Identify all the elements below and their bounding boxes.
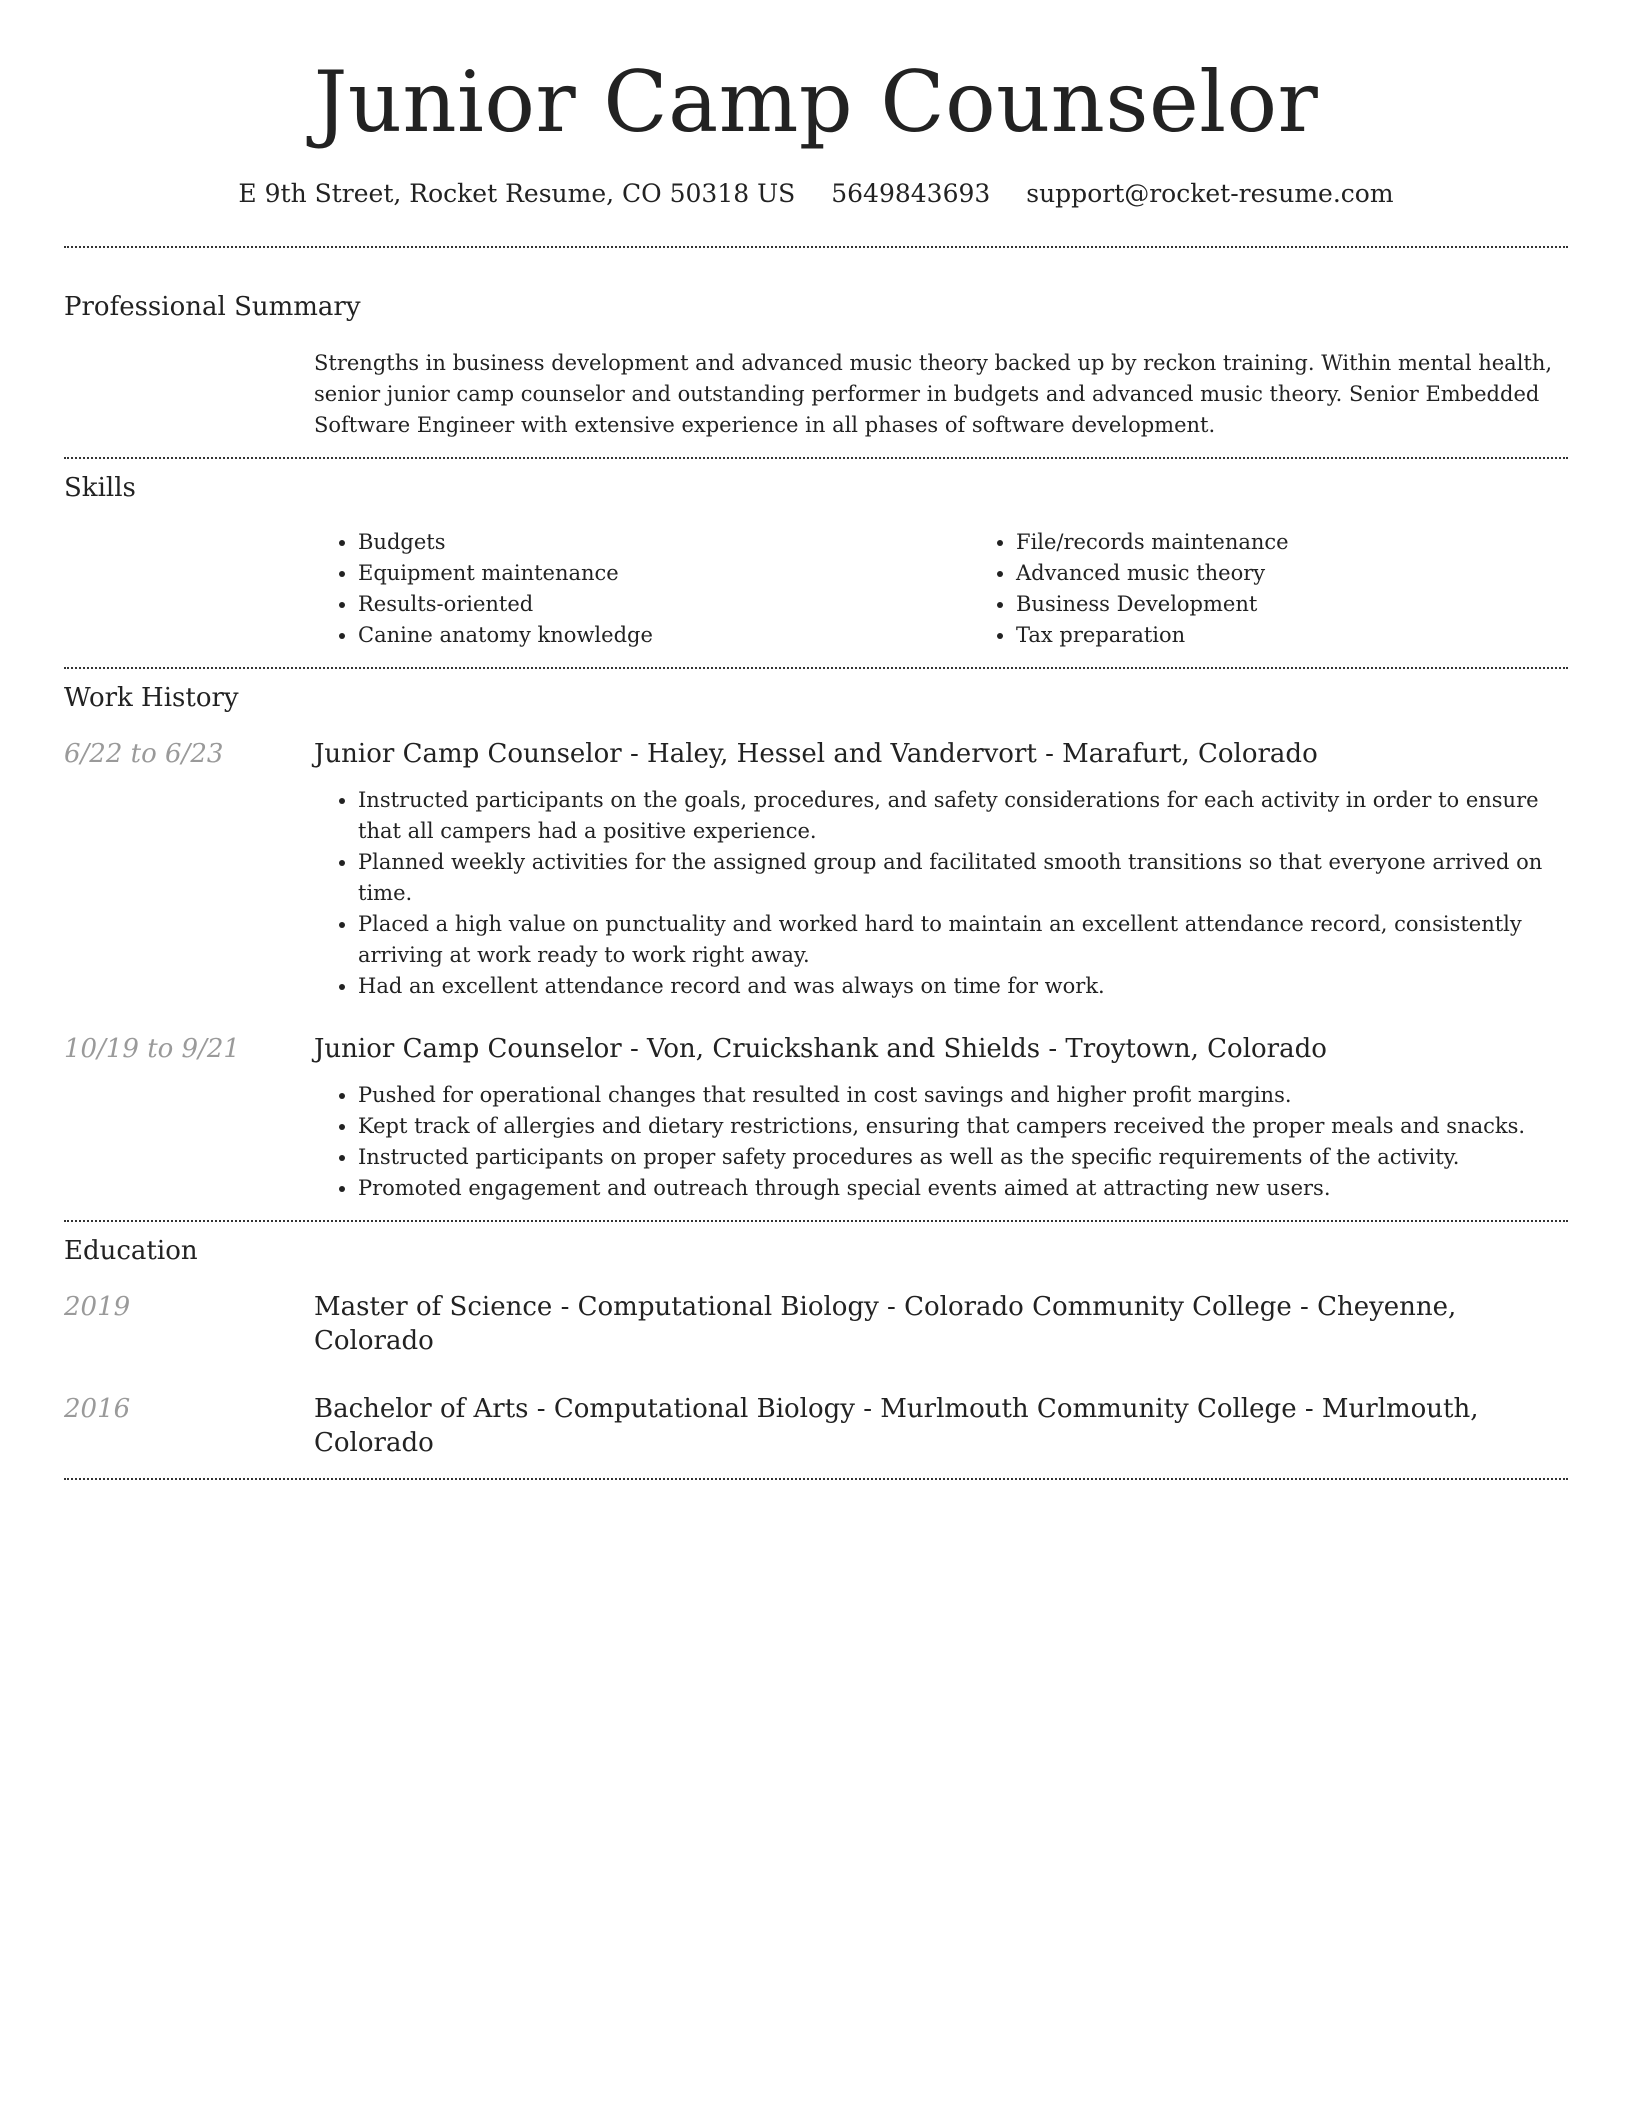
education-details: - Colorado Community College - Cheyenne, Colorado [314,1292,1457,1356]
skill-item: • Business Development [1016,589,1630,620]
job-details: - Haley, Hessel and Vandervort - Marafurt, Colorado [621,739,1318,769]
job-bullet: • Promoted engagement and outreach through special events aimed at attracting new users. [358,1173,1568,1204]
education-year: 2019 [64,1292,131,1322]
section-divider [64,246,1568,248]
job-title: Junior Camp Counselor [314,739,622,769]
job-details: - Von, Cruickshank and Shields - Troytown, Colorado [621,1034,1327,1064]
skill-item: • File/records maintenance [1016,527,1630,558]
job-bullets [314,785,1568,1002]
section-divider [64,1478,1568,1480]
skills-list-col2 [972,527,1630,651]
skill-item: • Results-oriented [358,589,972,620]
summary-text: Strengths in business development and advanced music theory backed up by reckon training. Within mental health, senior junior camp counselor and outstanding performer in budgets and advanced music theory. Senior Embedded Software Engineer with extensive experience in all phases of software development. [314,351,1553,437]
section-divider [64,1220,1568,1222]
section-title-skills: Skills [64,473,136,503]
job-bullets [314,1080,1568,1204]
job-bullet: • Kept track of allergies and dietary restrictions, ensuring that campers received the proper meals and snacks. [358,1111,1568,1142]
job-heading [314,1032,1568,1066]
education-degree: Master of Science - Computational Biology [314,1292,879,1322]
skill-item: • Tax preparation [1016,620,1630,651]
section-title-education: Education [64,1236,198,1266]
education-year: 2016 [64,1394,131,1424]
contact-email[interactable]: support@rocket-resume.com [1026,179,1394,208]
contact-address: E 9th Street, Rocket Resume, CO 50318 US [238,179,796,208]
skill-item: • Canine anatomy knowledge [358,620,972,651]
skills-list-col1 [314,527,972,651]
job-entry [64,1032,1568,1204]
education-entry [64,1392,1568,1460]
work-history-section [64,681,1568,1204]
section-divider [64,667,1568,669]
section-divider [64,457,1568,459]
job-bullet: • Placed a high value on punctuality and worked hard to maintain an excellent attendance record, consistently arriving at work ready to work right away. [358,909,1568,971]
job-bullet: • Pushed for operational changes that resulted in cost savings and higher profit margins. [358,1080,1568,1111]
section-title-work: Work History [64,683,239,713]
skills-section [64,471,1568,651]
section-title-summary: Professional Summary [64,292,361,322]
education-entry [64,1290,1568,1358]
job-title: Junior Camp Counselor [314,1034,622,1064]
education-section [64,1234,1568,1460]
candidate-name: Junior Camp Counselor [313,53,1319,151]
skill-item: • Advanced music theory [1016,558,1630,589]
job-dates: 10/19 to 9/21 [64,1034,240,1064]
job-bullet: • Instructed participants on proper safety procedures as well as the specific requirements of the activity. [358,1142,1568,1173]
skill-item: • Budgets [358,527,972,558]
job-heading [314,737,1568,771]
job-entry [64,737,1568,1002]
education-details: - Murlmouth Community College - Murlmouth, Colorado [314,1394,1479,1458]
job-bullet: • Planned weekly activities for the assigned group and facilitated smooth transitions so that everyone arrived on time. [358,847,1568,909]
education-degree: Bachelor of Arts - Computational Biology [314,1394,855,1424]
job-dates: 6/22 to 6/23 [64,739,224,769]
skill-item: • Equipment maintenance [358,558,972,589]
contact-phone: 5649843693 [831,179,991,208]
job-bullet: • Instructed participants on the goals, procedures, and safety considerations for each activity in order to ensure that all campers had a positive experience. [358,785,1568,847]
job-bullet: • Had an excellent attendance record and was always on time for work. [358,971,1568,1002]
summary-section [64,290,1568,441]
contact-line [64,178,1568,210]
